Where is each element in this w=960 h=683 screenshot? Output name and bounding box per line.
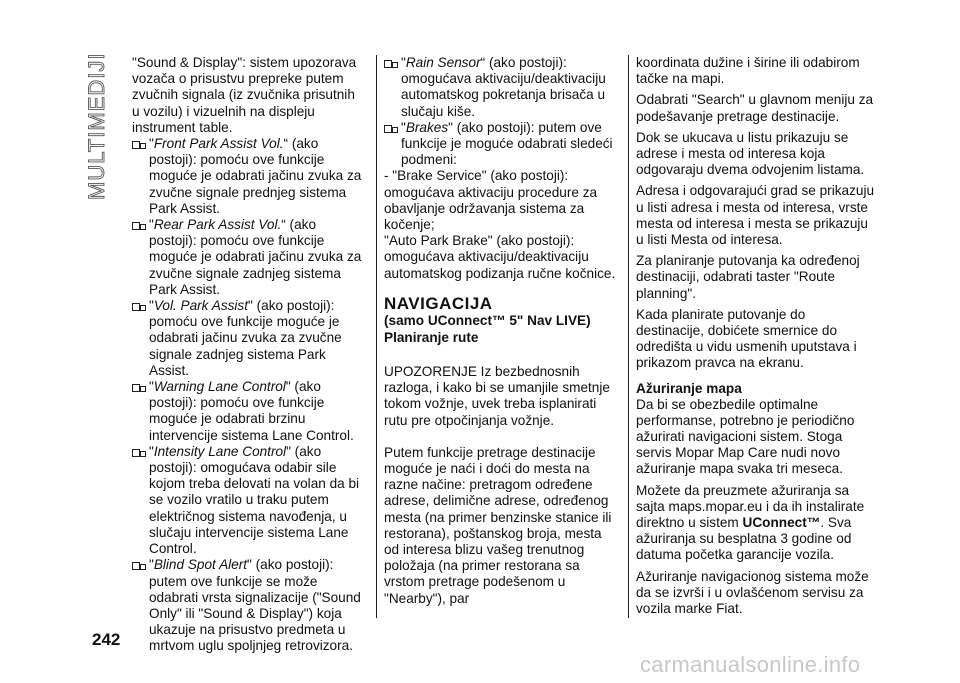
- download-text-a: Možete da preuzmete ažuriranja sa sajta maps.mopar.eu i da ih instalirate direktno u sistem: [636, 482, 865, 531]
- option-name: Brakes: [405, 119, 449, 135]
- open-quote: ": [149, 379, 154, 395]
- option-description: (ako postoji): pomoću ove funkcije moguće je odabrati jačinu zvuka za zvučne signale zadnjeg sistema Park Assist.: [149, 298, 342, 378]
- route-planning-subheading: (samo UConnect™ 5" Nav LIVE) Planiranje rute: [384, 313, 591, 346]
- col2-item: [384, 55, 618, 120]
- option-name: Rain Sensor: [405, 55, 481, 70]
- page-number: 242: [92, 630, 121, 649]
- chapter-side-title-text: MULTIMEDIJI: [84, 52, 109, 200]
- open-quote: ": [149, 217, 154, 233]
- close-quote: ": [248, 298, 253, 314]
- coordinates-paragraph: koordinata dužine i širine ili odabirom tačke na mapi.: [636, 55, 860, 87]
- map-care-paragraph: Da bi se obezbedile optimalne performanse, potrebno je periodično ažurirati navigacioni sistem. Stoga servis Mopar Map Care nudi novo ažuriranje mapa svaka tri meseca.: [636, 396, 855, 477]
- column-1: [132, 55, 364, 655]
- open-quote: ": [149, 136, 154, 152]
- col2-item: [384, 120, 618, 169]
- route-planning-paragraph: Za planiranje putovanja ka određenoj destinaciji, odabrati taster "Route planning".: [636, 253, 860, 301]
- address-list-paragraph: Adresa i odgovarajući grad se prikazuju u listi adresa i mesta od interesa, vrste mesta od interesa i mesta se prikazuju u listi Mesta od interesa.: [636, 183, 875, 248]
- close-quote: “: [283, 136, 289, 152]
- col1-items: [132, 136, 364, 655]
- watermark: carmanualsonline.info: [640, 652, 861, 677]
- menu-option-icon: [132, 448, 146, 457]
- close-quote: ": [448, 119, 453, 135]
- close-quote: “: [281, 217, 286, 233]
- col1-item-text: [149, 136, 364, 217]
- option-description: (ako postoji): pomoću ove funkcije moguće je odabrati brzinu intervencije sistema Lane Control.: [149, 379, 354, 443]
- dealer-update-paragraph: Ažuriranje navigacionog sistema može da se izvrši i u ovlašćenom servisu za vozila marke Fiat.: [636, 568, 869, 617]
- brake-service-paragraph: - "Brake Service" (ako postoji): omogućava aktivaciju procedure za obavljanje održavanja sistema za kočenje;: [384, 168, 598, 233]
- col1-item-text: [149, 379, 364, 444]
- open-quote: ": [149, 298, 154, 314]
- option-description: (ako postoji): pomoću ove funkcije moguće je odabrati jačinu zvuka za zvučne signale prednjeg sistema Park Assist.: [149, 136, 362, 216]
- column-2: [384, 55, 618, 607]
- option-name: Blind Spot Alert: [153, 557, 248, 573]
- col1-item: [132, 298, 364, 379]
- open-quote: ": [149, 557, 154, 573]
- menu-option-icon: [384, 124, 398, 133]
- navigation-heading: NAVIGACIJA: [384, 293, 493, 313]
- uconnect-brand: UConnect™: [742, 515, 821, 531]
- option-name: Front Park Assist Vol.: [153, 136, 284, 152]
- close-quote: ": [285, 379, 291, 395]
- option-description: (ako postoji): omogućava aktivaciju/deaktivaciju automatskog pokretanja brisača u slučaju kiše.: [401, 55, 606, 119]
- menu-option-icon: [132, 302, 146, 311]
- col1-item: [132, 217, 364, 298]
- chapter-side-title: [82, 42, 112, 202]
- col1-item: [132, 379, 364, 444]
- menu-option-icon: [132, 221, 146, 230]
- guidance-paragraph: Kada planirate putovanje do destinacije, dobićete smernice do odredišta u vidu usmenih uputstava i prikazom pravca na ekranu.: [636, 306, 857, 371]
- option-name: Vol. Park Assist: [153, 298, 249, 314]
- column-divider-2: [628, 55, 629, 618]
- col1-item-text: [149, 444, 364, 557]
- warning-paragraph: UPOZORENJE Iz bezbednosnih razloga, i kako bi se umanjile smetnje tokom vožnje, uvek treba isplanirati rutu pre otpočinjanja vožnje.: [384, 364, 610, 428]
- col1-item: [132, 444, 364, 557]
- menu-option-icon: [132, 140, 146, 149]
- open-quote: ": [149, 443, 154, 459]
- col1-item-text: [149, 298, 364, 379]
- menu-option-icon: [132, 561, 146, 570]
- option-name: Rear Park Assist Vol.: [153, 217, 282, 233]
- col1-item: [132, 136, 364, 217]
- col2-item-text: [401, 120, 618, 169]
- column-divider-1: [376, 55, 377, 618]
- option-description: (ako postoji): putem ove funkcije se može odabrati vrsta signalizacije ("Sound Only" ili "Sound & Display") koja ukazuje na prisustvo predmeta u mrtvom uglu spoljnjeg retrovizora.: [149, 557, 361, 654]
- download-updates-paragraph: [636, 483, 876, 564]
- open-quote: ": [401, 55, 406, 70]
- open-quote: ": [401, 119, 406, 135]
- option-description: (ako postoji): putem ove funkcije je moguće odabrati sledeći podmeni:: [401, 119, 613, 168]
- download-text-b: . Sva ažuriranja su besplatna 3 godine od datuma početka garancije vozila.: [636, 515, 852, 563]
- typing-lists-paragraph: Dok se ukucava u listu prikazuju se adrese i mesta od interesa koja odgovaraju dvema odvojenim listama.: [636, 129, 865, 178]
- option-name: Intensity Lane Control: [153, 443, 287, 459]
- auto-park-brake-paragraph: "Auto Park Brake" (ako postoji): omogućava aktivaciju/deaktivaciju automatskog podizanja ručne kočnice.: [384, 233, 616, 281]
- col2-items: [384, 55, 618, 168]
- sound-display-paragraph: "Sound & Display": sistem upozorava vozača o prisustvu prepreke putem zvučnih signala (iz zvučnika prisutnih u vozilu) i vizuelnih na displeju instrument table.: [132, 55, 357, 135]
- option-description: (ako postoji): pomoću ove funkcije moguće je odabrati jačinu zvuka za zvučne signale zadnjeg sistema Park Assist.: [149, 217, 362, 297]
- menu-option-icon: [384, 59, 398, 68]
- col1-item: [132, 557, 364, 654]
- col2-item-text: [401, 55, 618, 120]
- close-quote: “: [480, 55, 486, 70]
- search-menu-paragraph: Odabrati "Search" u glavnom meniju za podešavanje pretrage destinacije.: [636, 92, 874, 124]
- menu-option-icon: [132, 383, 146, 392]
- col1-item-text: [149, 557, 364, 654]
- close-quote: ": [286, 443, 291, 459]
- chapter-side-title-svg: [82, 42, 112, 202]
- column-3: [636, 55, 876, 617]
- option-description: (ako postoji): omogućava odabir sile kojom treba delovati na volan da bi se vozilo vratilo u traku putem električnog sistema navođenja, u slučaju intervencije sistema Lane Control.: [149, 443, 360, 557]
- map-update-heading: Ažuriranje mapa: [636, 380, 742, 396]
- col1-item-text: [149, 217, 364, 298]
- option-name: Warning Lane Control: [153, 379, 286, 395]
- close-quote: ": [247, 557, 252, 573]
- destination-search-paragraph: Putem funkcije pretrage destinacije moguće je naći i doći do mesta na razne načine: pretragom određene adrese, delimične adrese, određenog mesta (na primer benzinske stanice ili restorana), poštanskog broja, mesta od interesa blizu vašeg trenutnog položaja (na primer restorana sa vrstom pretrage podešenom u "Nearby"), par: [384, 444, 612, 606]
